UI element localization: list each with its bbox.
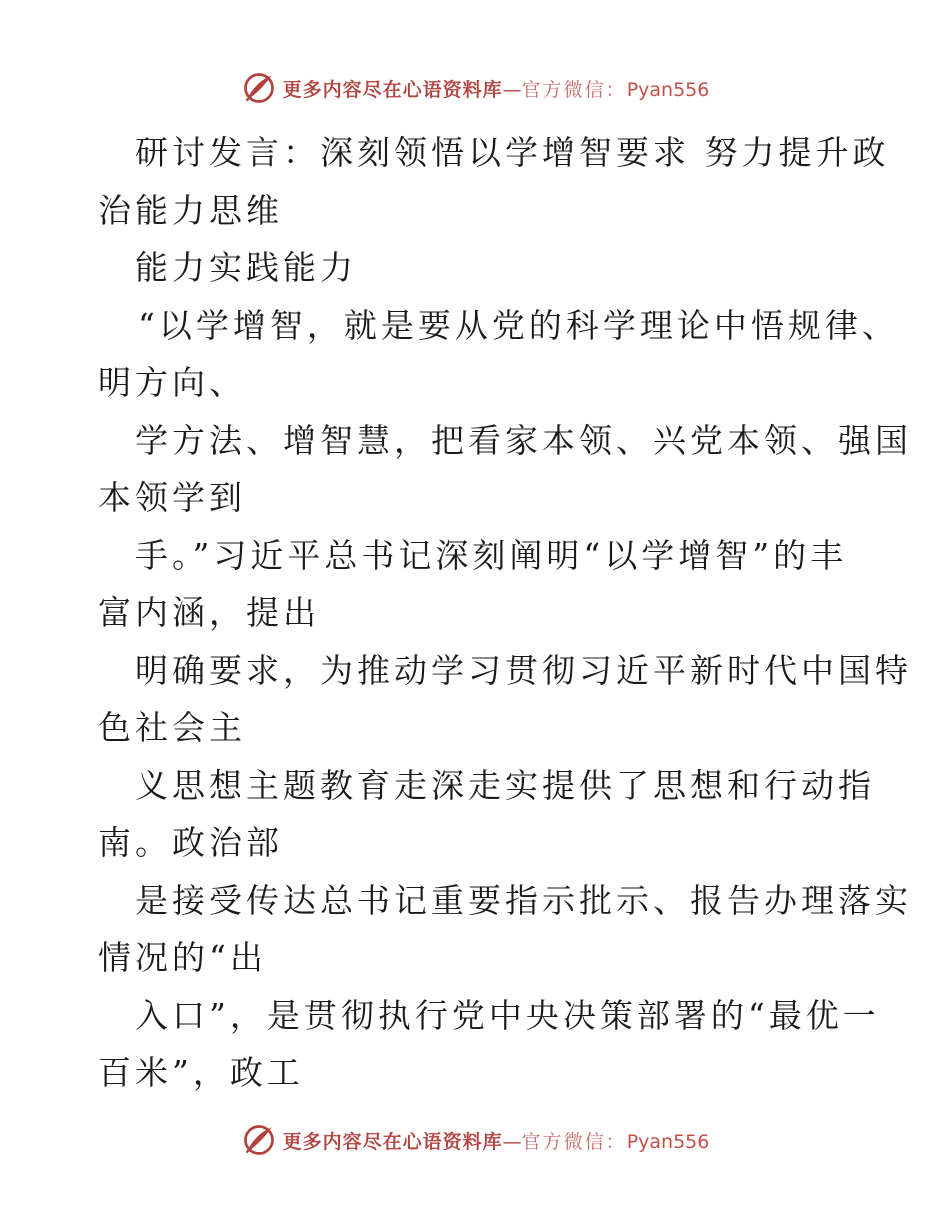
text-line: 明确要求，为推动学习贯彻习近平新时代中国特 — [135, 650, 912, 690]
text-line: 是接受传达总书记重要指示批示、报告办理落实 — [135, 880, 912, 920]
header-banner — [0, 68, 950, 108]
text-line: 义思想主题教育走深走实提供了思想和行动指 — [135, 765, 875, 805]
quill-logo-icon — [241, 70, 277, 106]
text-line: 富内涵，提出 — [98, 593, 320, 632]
text-line: 色社会主 — [98, 708, 246, 747]
document-body — [98, 124, 912, 1102]
official-wechat-label: 官方微信： — [521, 1130, 627, 1153]
text-line: 百米”，政工 — [98, 1053, 304, 1092]
quill-logo-icon — [241, 1122, 277, 1158]
footer-banner-text — [283, 1127, 710, 1154]
library-name: 更多内容尽在心语资料库 — [282, 78, 503, 101]
text-line: 明方向、 — [98, 363, 246, 402]
banner-dash: — — [502, 1130, 522, 1153]
text-line: 手。”习近平总书记深刻阐明“以学增智”的丰 — [135, 535, 848, 575]
text-line: 能力实践能力 — [135, 248, 357, 287]
wechat-id: Pyan556 — [626, 78, 710, 101]
library-name: 更多内容尽在心语资料库 — [282, 1130, 503, 1153]
official-wechat-label: 官方微信： — [521, 78, 627, 101]
text-line: 研讨发言：深刻领悟以学增智要求 努力提升政 — [135, 133, 890, 172]
wechat-id: Pyan556 — [626, 1130, 710, 1153]
text-line: 治能力思维 — [98, 190, 283, 230]
text-line: 入口”，是贯彻执行党中央决策部署的“最优一 — [135, 995, 880, 1035]
text-line: “以学增智，就是要从党的科学理论中悟规律、 — [138, 305, 899, 345]
text-line: 本领学到 — [98, 478, 246, 517]
text-line: 情况的“出 — [98, 938, 267, 977]
header-banner-text — [283, 75, 710, 102]
text-line: 南。政治部 — [98, 823, 283, 862]
text-line: 学方法、增智慧，把看家本领、兴党本领、强国 — [135, 420, 912, 460]
footer-banner — [0, 1120, 950, 1160]
banner-dash: — — [502, 78, 522, 101]
